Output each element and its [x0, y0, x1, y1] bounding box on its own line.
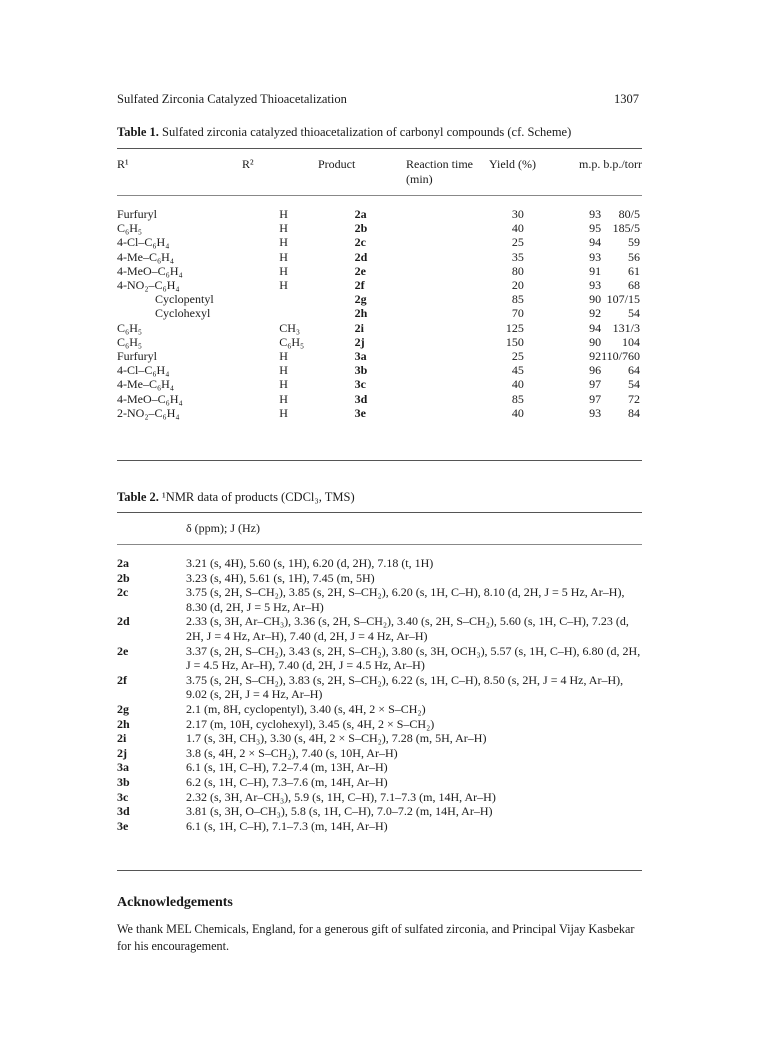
table1-cell: H: [279, 221, 288, 236]
acknowledgements-heading: Acknowledgements: [117, 895, 233, 910]
table1-cell: 2e: [354, 263, 366, 278]
table1-cell: 92: [589, 306, 602, 321]
table1-row: [117, 335, 642, 349]
table1-cell: 4-Me–C₆H₄: [117, 249, 175, 264]
table2-product-id: 3b: [117, 774, 130, 789]
table2-nmr-data: 6.1 (s, 1H, C–H), 7.1–7.3 (m, 14H, Ar–H): [186, 818, 388, 833]
table1-cell: 40: [511, 405, 524, 420]
table1-cell: 45: [511, 363, 524, 378]
table2-product-id: 3e: [117, 818, 129, 833]
table2-bottom-rule: [117, 870, 642, 871]
table2-product-id: 2d: [117, 614, 130, 629]
table2-label: Table 2.: [117, 490, 159, 504]
table1-cell: 3c: [354, 377, 366, 392]
table1-col-mp: m.p. b.p./torr: [579, 157, 642, 171]
table2-nmr-data: 6.1 (s, 1H, C–H), 7.2–7.4 (m, 13H, Ar–H): [186, 760, 388, 775]
table2-nmr-data: 3.81 (s, 3H, O–CH₃), 5.8 (s, 1H, C–H), 7.0–7.2 (m, 14H, Ar–H): [186, 804, 493, 819]
table2-product-id: 2j: [117, 745, 127, 760]
table1-cell: 4-Me–C₆H₄: [117, 377, 175, 392]
table1-cell: 4-Cl–C₆H₄: [117, 363, 170, 378]
table1-cell: 2b: [354, 221, 368, 236]
table1-cell: 96: [589, 363, 602, 378]
table2-body: [117, 556, 642, 833]
table1-row: [117, 264, 642, 278]
table2-product-id: 2h: [117, 716, 130, 731]
table2-row: [117, 790, 642, 805]
page-number: 1307: [614, 92, 639, 106]
table1-col-r2: R²: [242, 157, 254, 171]
table1-cell: Furfuryl: [117, 207, 157, 221]
table2-nmr-data: 6.2 (s, 1H, C–H), 7.3–7.6 (m, 14H, Ar–H): [186, 774, 388, 789]
table2-nmr-data: 1.7 (s, 3H, CH₃), 3.30 (s, 4H, 2 × S–CH₂), 7.28 (m, 5H, Ar–H): [186, 731, 487, 746]
table1-bottom-rule: [117, 460, 642, 461]
table1-cell: 2c: [354, 235, 366, 250]
table1-cell: 61: [628, 263, 640, 278]
table1-row: [117, 406, 642, 420]
table1-cell: H: [279, 249, 288, 264]
table2-caption: [117, 490, 642, 505]
table1-cell: H: [279, 207, 288, 221]
table1-cell: 107/15: [606, 292, 640, 307]
table1-col-r1: R¹: [117, 157, 129, 171]
table1-caption: [117, 125, 642, 140]
table1-cell: 95: [589, 221, 602, 236]
table1-cell: 3a: [354, 349, 367, 364]
table2-row: [117, 731, 642, 746]
table1-cell: 4-NO₂–C₆H₄: [117, 278, 180, 293]
table1-cell: H: [279, 377, 288, 392]
table1-cell: 80: [511, 263, 524, 278]
table1-cell: H: [279, 349, 288, 364]
table2-row: [117, 819, 642, 834]
table1-header: [117, 157, 642, 187]
table1-col-product: Product: [318, 157, 356, 171]
table2-row: [117, 702, 642, 717]
table2-row: [117, 775, 642, 790]
table1-col-yield: Yield (%): [489, 157, 536, 171]
table2-product-id: 2b: [117, 570, 130, 585]
table2-row: [117, 571, 642, 586]
table2-product-id: 2c: [117, 585, 129, 600]
table2-nmr-data: 2.33 (s, 3H, Ar–CH₃), 3.36 (s, 2H, S–CH₂), 3.40 (s, 2H, S–CH₂), 5.60 (s, 1H, C–H), 7.23 (d, 2H, J = 4 Hz, Ar–H), 7.40 (d, 2H, J = 4 Hz, Ar–H): [186, 614, 629, 643]
table1-cell: 3d: [354, 391, 368, 406]
table1-cell: 2j: [354, 334, 365, 349]
table2-nmr-data: 2.1 (m, 8H, cyclopentyl), 3.40 (s, 4H, 2 × S–CH₂): [186, 701, 426, 716]
table1-cell: 2i: [354, 320, 364, 335]
table1-cell: 185/5: [612, 221, 640, 236]
table2-row: [117, 804, 642, 819]
table1-cell: 85: [511, 391, 524, 406]
table2-row: [117, 614, 642, 643]
table1-cell: 56: [628, 249, 640, 264]
table1-cell: 2d: [354, 249, 368, 264]
table2-product-id: 3d: [117, 804, 130, 819]
table1-row: [117, 321, 642, 335]
table1-cell: 59: [628, 235, 640, 250]
table1-cell: [279, 306, 354, 320]
table1-cell: 40: [511, 221, 524, 236]
table1-cell: 72: [628, 391, 640, 406]
table1-cell: 97: [589, 391, 602, 406]
table1-row: [117, 235, 642, 249]
table1-row: [117, 377, 642, 391]
table1-cell: C₆H₅: [117, 334, 143, 349]
table2-product-id: 2f: [117, 672, 127, 687]
table2-row: [117, 673, 642, 702]
table2-product-id: 2e: [117, 643, 129, 658]
table1-cell: 54: [628, 306, 640, 321]
table1-cell: 94: [589, 320, 602, 335]
table1-cell: 93: [589, 405, 602, 420]
table1-cell: 54: [628, 377, 640, 392]
table1-cell: 70: [511, 306, 524, 321]
table2-caption-text: ¹NMR data of products (CDCl₃, TMS): [162, 490, 355, 504]
table1-cell: 2f: [354, 278, 365, 293]
table1-cell: 92: [589, 349, 602, 364]
table1-cell: H: [279, 278, 288, 293]
table1-cell: 90: [589, 292, 602, 307]
table1-cell: 93: [589, 278, 602, 293]
table1-cell: 2-NO₂–C₆H₄: [117, 405, 180, 420]
table1-cell: 35: [511, 249, 524, 264]
table1-row: [117, 363, 642, 377]
acknowledgements-text: We thank MEL Chemicals, England, for a generous gift of sulfated zirconia, and Principal Vijay Kasbekar for his encouragement.: [117, 922, 635, 953]
table1-cell: CH₃: [279, 320, 301, 335]
table1-cell: 97: [589, 377, 602, 392]
table1-cell: Cyclohexyl: [155, 306, 211, 321]
table1-col-time: Reaction time (min): [406, 157, 473, 186]
table1-cell: H: [279, 263, 288, 278]
table2-product-id: 3c: [117, 789, 129, 804]
table2-nmr-data: 3.75 (s, 2H, S–CH₂), 3.85 (s, 2H, S–CH₂), 6.20 (s, 1H, C–H), 8.10 (d, 2H, J = 5 Hz, Ar–H), 8.30 (d, 2H, J = 5 Hz, Ar–H): [186, 585, 625, 614]
table1-cell: 64: [628, 363, 640, 378]
table2-row: [117, 717, 642, 732]
table2-product-id: 2a: [117, 556, 129, 570]
table1-cell: 104: [622, 334, 640, 349]
table1-cell: 30: [511, 207, 524, 221]
table1-cell: H: [279, 363, 288, 378]
table2-column-header: δ (ppm); J (Hz): [186, 521, 260, 535]
table1-cell: 91: [589, 263, 602, 278]
table2-row: [117, 556, 642, 571]
table2-nmr-data: 3.21 (s, 4H), 5.60 (s, 1H), 6.20 (d, 2H), 7.18 (t, 1H): [186, 556, 434, 570]
table1-cell: 40: [511, 377, 524, 392]
table1-row: [117, 292, 642, 306]
table1-cell: H: [279, 391, 288, 406]
table2-product-id: 2i: [117, 731, 127, 746]
table1-cell: 85: [511, 292, 524, 307]
table1-cell: H: [279, 405, 288, 420]
table1-cell: 68: [628, 278, 640, 293]
table1-cell: 90: [589, 334, 602, 349]
table1-cell: H: [279, 235, 288, 250]
table2-top-rule: [117, 512, 642, 513]
table1-cell: Cyclopentyl: [155, 292, 214, 307]
table2-nmr-data: 2.32 (s, 3H, Ar–CH₃), 5.9 (s, 1H, C–H), 7.1–7.3 (m, 14H, Ar–H): [186, 789, 496, 804]
table1-row: [117, 250, 642, 264]
table1-row: [117, 392, 642, 406]
table1-label: Table 1.: [117, 125, 159, 139]
table1-cell: 4-MeO–C₆H₄: [117, 391, 183, 406]
table2-row: [117, 585, 642, 614]
table1-cell: 25: [511, 349, 524, 364]
table2-row: [117, 760, 642, 775]
table2-product-id: 2g: [117, 701, 129, 716]
table1-cell: 2g: [354, 292, 367, 307]
table1-row: [117, 349, 642, 363]
table2-row: [117, 746, 642, 761]
table2-product-id: 3a: [117, 760, 129, 775]
table1-cell: 2a: [354, 207, 367, 221]
table2-nmr-data: 3.75 (s, 2H, S–CH₂), 3.83 (s, 2H, S–CH₂), 6.22 (s, 1H, C–H), 8.50 (s, 2H, J = 4 Hz, Ar–H), 9.02 (s, 2H, J = 4 Hz, Ar–H): [186, 672, 624, 702]
table1-cell: Furfuryl: [117, 349, 157, 364]
running-title: Sulfated Zirconia Catalyzed Thioacetalization: [117, 92, 347, 106]
table1-cell: 3e: [354, 405, 366, 420]
table1-cell: 84: [628, 405, 640, 420]
table1-cell: 4-MeO–C₆H₄: [117, 263, 183, 278]
table1-cell: C₆H₅: [117, 320, 143, 335]
table1-cell: 93: [589, 207, 602, 221]
table1-cell: [279, 292, 354, 306]
table1-header-rule: [117, 195, 642, 196]
running-head: [117, 92, 639, 107]
table1-cell: 110/760: [601, 349, 640, 364]
table1-row: [117, 278, 642, 292]
table1-cell: 3b: [354, 363, 368, 378]
table1-cell: C₆H₅: [117, 221, 143, 236]
table1-cell: 150: [505, 334, 524, 349]
table1-body: [117, 207, 642, 420]
table2-nmr-data: 2.17 (m, 10H, cyclohexyl), 3.45 (s, 4H, 2 × S–CH₂): [186, 716, 435, 731]
table1-cell: 94: [589, 235, 602, 250]
table1-row: [117, 207, 642, 221]
table1-row: [117, 306, 642, 320]
table2-nmr-data: 3.37 (s, 2H, S–CH₂), 3.43 (s, 2H, S–CH₂), 3.80 (s, 3H, OCH₃), 5.57 (s, 1H, C–H), 6.80 (d, 2H, J = 4.5 Hz, Ar–H), 7.40 (d, 2H, J = 4.5 Hz, Ar–H): [186, 643, 641, 673]
table1-cell: 125: [505, 320, 524, 335]
table1-row: [117, 221, 642, 235]
table2-row: [117, 644, 642, 673]
table2-nmr-data: 3.8 (s, 4H, 2 × S–CH₂), 7.40 (s, 10H, Ar–H): [186, 745, 398, 760]
table1-cell: 80/5: [618, 207, 640, 221]
table1-cell: C₆H₅: [279, 334, 305, 349]
table1-cell: 2h: [354, 306, 368, 321]
table1-cell: 4-Cl–C₆H₄: [117, 235, 170, 250]
table1-cell: 131/3: [612, 320, 640, 335]
table2-nmr-data: 3.23 (s, 4H), 5.61 (s, 1H), 7.45 (m, 5H): [186, 570, 375, 585]
table2-header-rule: [117, 544, 642, 545]
table1-cell: 25: [511, 235, 524, 250]
table1-cell: 93: [589, 249, 602, 264]
table1-cell: 20: [511, 278, 524, 293]
table1-top-rule: [117, 148, 642, 149]
table1-caption-text: Sulfated zirconia catalyzed thioacetalization of carbonyl compounds (cf. Scheme): [162, 125, 572, 139]
